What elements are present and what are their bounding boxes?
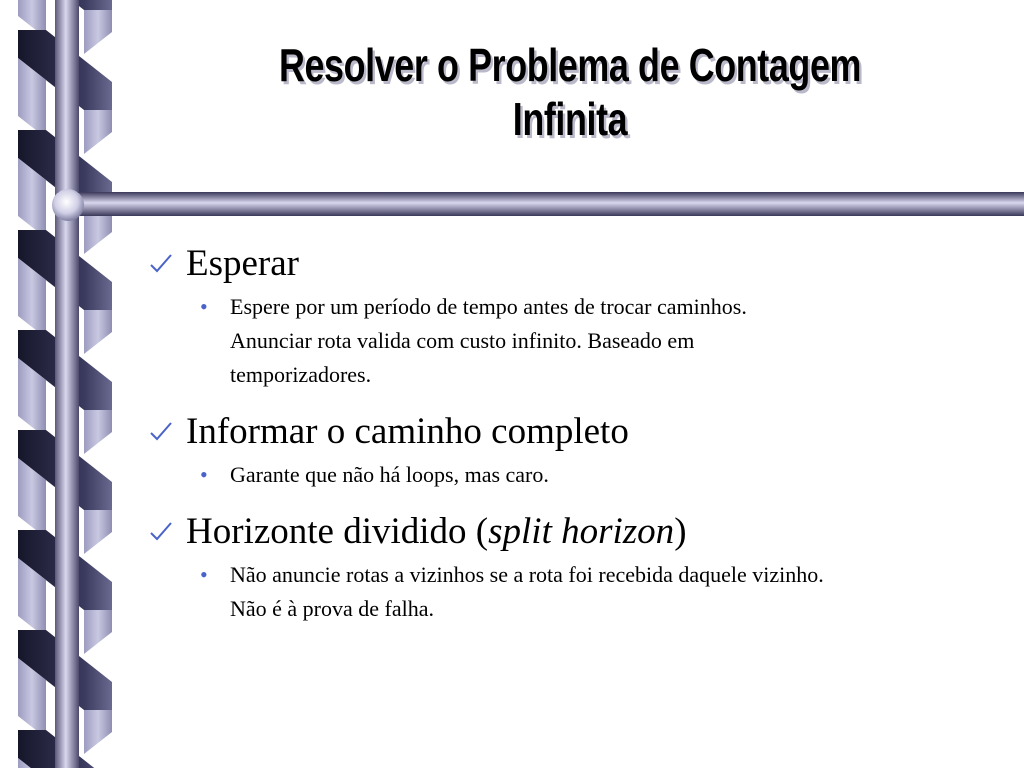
sub-bullet-line: Não é à prova de falha.: [230, 596, 435, 621]
checkmark-icon: [148, 251, 174, 277]
ribbon-band-light: [84, 410, 112, 454]
ribbon-band-light: [84, 610, 112, 654]
bullet-informar: [148, 408, 1018, 456]
sub-bullet: [148, 290, 1018, 392]
bullet-text: [186, 511, 687, 552]
bullet-text-part: ): [674, 511, 687, 552]
ribbon-band-light: [84, 510, 112, 554]
sub-bullet: [148, 558, 1018, 626]
slide-body: [148, 240, 1018, 626]
sub-bullet-line: Espere por um período de tempo antes de trocar caminhos.: [230, 294, 747, 319]
bullet-dot-icon: •: [200, 294, 208, 319]
ribbon-band-light: [84, 210, 112, 254]
bullet-dot-icon: •: [200, 562, 208, 587]
sub-bullet-line: Anunciar rota valida com custo infinito. Baseado em: [230, 328, 695, 353]
sub-bullet: [148, 458, 1018, 492]
bullet-text: Esperar: [186, 243, 299, 284]
horizontal-rule-bar: [58, 192, 1024, 216]
ribbon-band-light: [84, 710, 112, 754]
sub-bullet-line: Não anuncie rotas a vizinhos se a rota foi recebida daquele vizinho.: [230, 562, 824, 587]
vertical-rod: [55, 0, 79, 768]
bullet-text: Informar o caminho completo: [186, 411, 629, 452]
bullet-horizonte: [148, 508, 1018, 556]
bullet-esperar: [148, 240, 1018, 288]
ribbon-band-light: [84, 10, 112, 54]
checkmark-icon: [148, 419, 174, 445]
ribbon-band-light: [84, 310, 112, 354]
title-line-2: Infinita: [512, 93, 628, 145]
sub-bullet-line: Garante que não há loops, mas caro.: [230, 462, 549, 487]
ribbon-band-light: [84, 110, 112, 154]
rule-knob: [52, 189, 84, 221]
bullet-dot-icon: •: [200, 462, 208, 487]
title-line-1: Resolver o Problema de Contagem: [278, 39, 862, 91]
bullet-text-part: Horizonte dividido (: [186, 511, 489, 552]
bullet-text-italic: split horizon: [488, 511, 675, 552]
sub-bullet-line: temporizadores.: [230, 362, 372, 387]
checkmark-icon: [148, 519, 174, 545]
slide-title: [219, 38, 921, 146]
